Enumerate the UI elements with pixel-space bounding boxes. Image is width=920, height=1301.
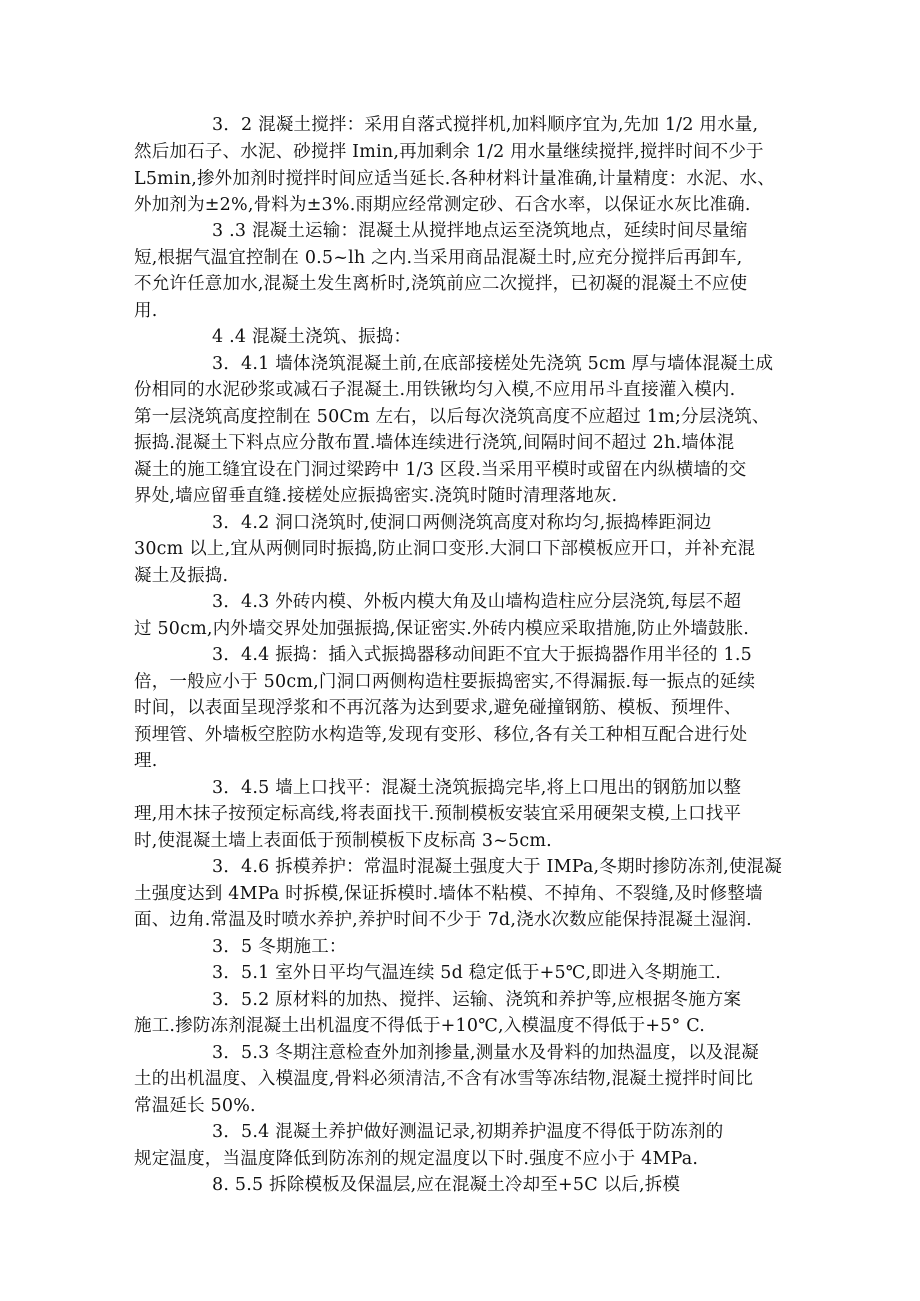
paragraph-line: 然后加石子、水泥、砂搅拌 Imin,再加剩余 1/2 用水量继续搅拌,搅拌时间不少于 [134,142,764,162]
paragraph-line: 3．4.3 外砖内模、外板内模大角及山墙构造柱应分层浇筑,每层不超 [212,592,742,612]
paragraph-line: 振捣.混凝土下料点应分散布置.墙体连续进行浇筑,间隔时间不超过 2h.墙体混 [134,433,735,453]
paragraph-line: 3．4.4 振捣：插入式振捣器移动间距不宜大于振捣器作用半径的 1.5 [212,645,752,665]
paragraph-line: 倍，一般应小于 50cm,门洞口两侧构造柱要振捣密实,不得漏振.每一振点的延续 [134,672,756,692]
paragraph-line: 时,使混凝土墙上表面低于预制模板下皮标高 3~5cm. [134,831,552,851]
paragraph-line: 8. 5.5 拆除模板及保温层,应在混凝土冷却至+5C 以后,拆模 [212,1175,681,1195]
paragraph-line: 过 50cm,内外墙交界处加强振捣,保证密实.外砖内模应采取措施,防止外墙鼓胀. [134,619,750,639]
paragraph-line: 3．5.1 室外日平均气温连续 5d 稳定低于+5℃,即进入冬期施工. [212,963,721,983]
paragraph-line: 土的出机温度、入模温度,骨料必须清洁,不含有冰雪等冻结物,混凝土搅拌时间比 [134,1069,754,1089]
paragraph-line: 凝土及振捣. [134,566,229,586]
paragraph-line: 不允许任意加水,混凝土发生离析时,浇筑前应二次搅拌，已初凝的混凝土不应使 [134,274,748,294]
paragraph-line: 规定温度，当温度降低到防冻剂的规定温度以下时.强度不应小于 4MPa. [134,1149,699,1169]
paragraph-line: 3．2 混凝土搅拌：采用自落式搅拌机,加料顺序宜为,先加 1/2 用水量, [212,115,759,135]
paragraph-line: 施工.掺防冻剂混凝土出机温度不得低于+10℃,入模温度不得低于+5° C. [134,1016,705,1036]
paragraph-line: 3．5.3 冬期注意检查外加剂掺量,测量水及骨料的加热温度，以及混凝 [212,1043,759,1063]
paragraph-line: 3．4.1 墙体浇筑混凝土前,在底部接槎处先浇筑 5cm 厚与墙体混凝土成 [212,354,774,374]
paragraph-line: 界处,墙应留垂直缝.接槎处应振捣密实.浇筑时随时清理落地灰. [134,486,618,506]
paragraph-line: 土强度达到 4MPa 时拆模,保证拆模时.墙体不粘模、不掉角、不裂缝,及时修整墙 [134,884,763,904]
paragraph-line: 凝土的施工缝宜设在门洞过梁跨中 1/3 区段.当采用平模时或留在内纵横墙的交 [134,460,747,480]
paragraph-line: 面、边角.常温及时喷水养护,养护时间不少于 7d,浇水次数应能保持混凝土湿润. [134,910,752,930]
paragraph-line: 3．4.2 洞口浇筑时,使洞口两侧浇筑高度对称均匀,振捣棒距洞边 [212,513,712,533]
paragraph-line: 时间，以表面呈现浮浆和不再沉落为达到要求,避免碰撞钢筋、模板、预埋件、 [134,698,742,718]
paragraph-line: 理,用木抹子按预定标高线,将表面找干.预制模板安装宜采用硬架支模,上口找平 [134,804,742,824]
paragraph-line: 常温延长 50%. [134,1096,256,1116]
paragraph-line: 3．5.4 混凝土养护做好测温记录,初期养护温度不得低于防冻剂的 [212,1122,724,1142]
paragraph-line: 3．4.5 墙上口找平：混凝土浇筑振捣完毕,将上口甩出的钢筋加以整 [212,778,742,798]
section-heading: 4 .4 混凝土浇筑、振捣： [212,327,412,347]
paragraph-line: 份相同的水泥砂浆或减石子混凝土.用铁锹均匀入模,不应用吊斗直接灌入模内. [134,380,736,400]
paragraph-line: 3．4.6 拆模养护：常温时混凝土强度大于 IMPa,冬期时掺防冻剂,使混凝 [212,857,783,877]
paragraph-line: 第一层浇筑高度控制在 50Cm 左右，以后每次浇筑高度不应超过 1m;分层浇筑、 [134,407,770,427]
paragraph-line: L5min,掺外加剂时搅拌时间应适当延长.各种材料计量准确,计量精度：水泥、水、 [134,169,775,189]
paragraph-line: 理. [134,751,158,771]
paragraph-line: 用. [134,301,158,321]
paragraph-line: 3 .3 混凝土运输：混凝土从搅拌地点运至浇筑地点，延续时间尽量缩 [212,221,748,241]
paragraph-line: 30cm 以上,宜从两侧同时振捣,防止洞口变形.大洞口下部模板应开口，并补充混 [134,539,756,559]
section-heading: 3．5 冬期施工： [212,937,347,957]
paragraph-line: 3．5.2 原材料的加热、搅拌、运输、浇筑和养护等,应根据冬施方案 [212,990,742,1010]
paragraph-line: 短,根据气温宜控制在 0.5~lh 之内.当采用商品混凝土时,应充分搅拌后再卸车, [134,248,743,268]
paragraph-line: 外加剂为±2%,骨料为±3%.雨期应经常测定砂、石含水率，以保证水灰比准确. [134,195,751,215]
paragraph-line: 预埋管、外墙板空腔防水构造等,发现有变形、移位,各有关工种相互配合进行处 [134,725,748,745]
